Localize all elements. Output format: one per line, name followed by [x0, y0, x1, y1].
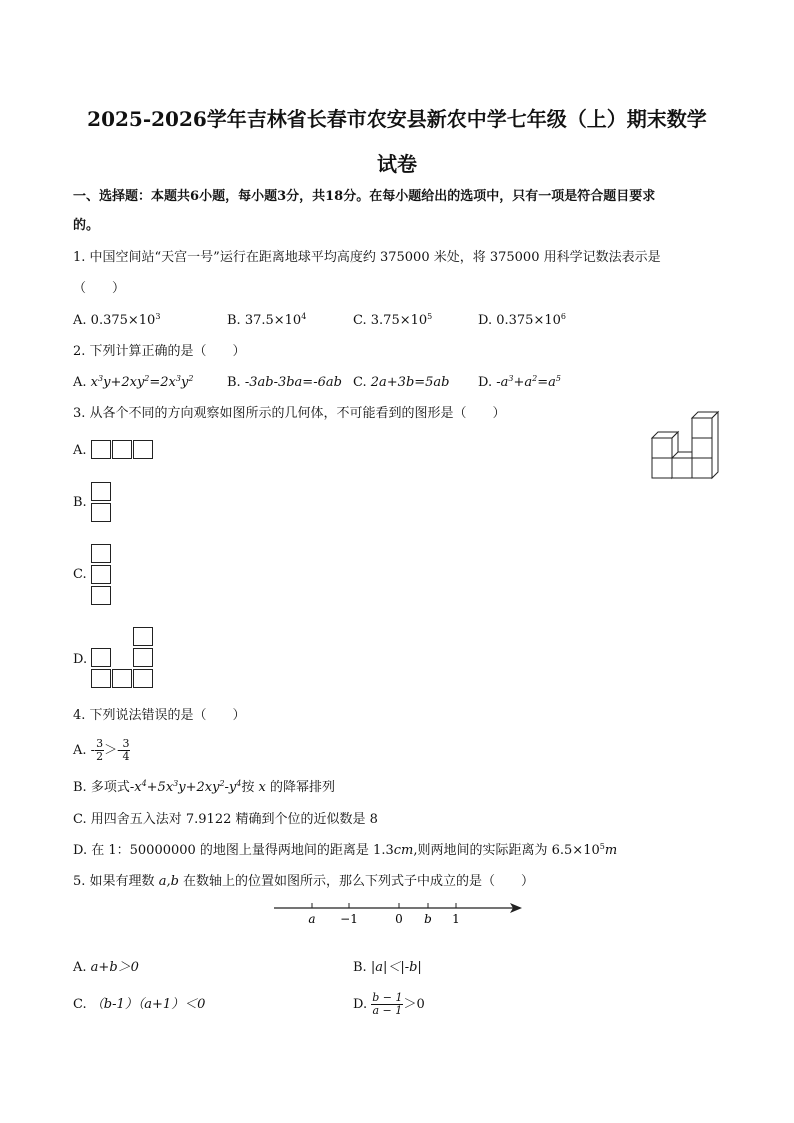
q1-option-a-label: A.	[73, 313, 87, 328]
axis-label-minus-one: −1	[340, 912, 358, 926]
q4-option-d-mid: ,则两地间的实际距离为 6.5×10	[413, 843, 600, 858]
frac-numerator: 3	[96, 737, 104, 750]
q5-option-c-expr: （b-1）（a+1）＜0	[90, 997, 206, 1012]
q4-option-a-frac2	[121, 738, 130, 763]
q5-option-a-expr: a+b＞0	[90, 960, 139, 975]
q5-option-d-rel: ＞0	[403, 997, 425, 1012]
q3-stem: 3. 从各个不同的方向观察如图所示的几何体，不可能看到的图形是（ ）	[73, 406, 506, 421]
q4-option-b-pre: B. 多项式	[73, 780, 130, 795]
frac-denominator: 4	[122, 750, 130, 763]
q4-option-b-post: 按	[241, 780, 255, 795]
q5-stem-pre: 5. 如果有理数	[73, 874, 155, 889]
q2-option-b-expr: -3ab-3ba=-6ab	[244, 375, 342, 390]
q5-option-c-label: C.	[73, 997, 87, 1012]
frac-denominator: a − 1	[372, 1004, 403, 1017]
q3-option-b-label: B.	[73, 495, 87, 510]
q3-option-d-label: D.	[73, 652, 88, 667]
q5-stem-vars: a,b	[158, 874, 179, 889]
q1-option-b-exp: 4	[301, 312, 307, 321]
q5-option-b-label: B.	[353, 960, 367, 975]
q2-option-b-label: B.	[227, 375, 241, 390]
square-cell	[133, 440, 153, 459]
q4-option-d	[73, 843, 617, 859]
frac-denominator: 2	[96, 750, 104, 763]
q1-stem: 1. 中国空间站“天宫一号”运行在距离地球平均高度约 375000 米处，将 375000 用科学记数法表示是	[73, 250, 661, 265]
q1-option-d-exp: 6	[560, 312, 566, 321]
q5-option-d-label: D.	[353, 997, 368, 1012]
q4-option-b	[73, 780, 335, 796]
q5-stem-post: 在数轴上的位置如图所示，那么下列式子中成立的是（ ）	[183, 874, 535, 889]
q2-option-c-expr: 2a+3b=5ab	[370, 375, 450, 390]
square-cell	[112, 669, 132, 688]
square-cell	[91, 669, 111, 688]
axis-label-one: 1	[452, 912, 460, 926]
q1-option-c-exp: 5	[427, 312, 433, 321]
square-cell	[133, 669, 153, 688]
q2-option-a-expr: $x^3y+2xy^2=2x^3y^2$	[90, 374, 194, 390]
square-cell	[133, 648, 153, 667]
section-header-line2: 的。	[73, 218, 100, 233]
section-header-mid1: 小题，每小题	[199, 189, 278, 204]
axis-label-a: a	[308, 912, 316, 926]
q4-option-d-exp: 5	[599, 842, 605, 851]
q5-number-line	[270, 896, 526, 930]
square-cell	[91, 544, 111, 563]
section-question-score: 3	[277, 189, 287, 204]
q5-option-a	[73, 960, 139, 976]
q4-option-d-unit2: m	[604, 843, 618, 858]
q4-option-c: C. 用四舍五入法对 7.9122 精确到个位的近似数是 8	[73, 812, 378, 827]
frac-numerator: 3	[122, 737, 130, 750]
page-title-line2: 试卷	[377, 152, 417, 176]
q5-option-d	[353, 986, 425, 1024]
q5-option-b	[353, 960, 422, 976]
q2-option-d	[478, 375, 561, 391]
section-header-mid2: 分，共	[286, 189, 326, 204]
q1-option-d-base: 0.375×10	[496, 313, 561, 328]
frac-numerator: b − 1	[372, 991, 403, 1004]
q1-option-b	[227, 313, 306, 329]
q5-stem	[73, 874, 534, 890]
q4-option-d-unit1: cm	[393, 843, 414, 858]
axis-label-zero: 0	[395, 912, 403, 926]
q4-option-a: A. - $\frac{3}{2}$ ＞- $\frac{3}{4}$	[73, 737, 130, 763]
q3-option-a-label: A.	[73, 443, 87, 458]
q5-option-b-expr: |a|＜|-b|	[370, 960, 422, 975]
q4-option-a-label: A.	[73, 743, 87, 758]
q1-paren: （ ）	[73, 281, 126, 296]
page-title: 2025-2026学年吉林省长春市农安县新农中学七年级（上）期末数学	[87, 107, 707, 131]
q5-option-d-frac	[371, 992, 403, 1017]
section-total-score: 18	[325, 189, 344, 204]
section-question-count: 6	[190, 189, 200, 204]
square-cell	[91, 565, 111, 584]
q2-option-a	[73, 375, 193, 391]
axis-label-b: b	[424, 912, 432, 926]
q1-option-c	[353, 313, 432, 329]
q3-option-c-label: C.	[73, 567, 87, 582]
q5-option-a-label: A.	[73, 960, 87, 975]
q1-option-d	[478, 313, 566, 329]
q2-option-a-label: A.	[73, 375, 87, 390]
q2-stem: 2. 下列计算正确的是（ ）	[73, 344, 246, 359]
q1-option-a-exp: 3	[155, 312, 161, 321]
square-cell	[112, 440, 132, 459]
q4-option-b-end: 的降幂排列	[270, 780, 336, 795]
square-cell	[91, 648, 111, 667]
section-header-pre: 一、选择题：本题共	[73, 189, 191, 204]
q4-option-b-poly: $-x^4+5x^3y+2xy^2-y^4$	[129, 779, 242, 795]
q2-option-d-expr: $-a^3+a^2=a^5$	[496, 374, 561, 390]
section-header	[73, 189, 655, 205]
q5-option-c	[73, 997, 205, 1013]
q4-option-a-frac1	[95, 738, 104, 763]
square-cell	[91, 440, 111, 459]
q4-option-b-var: x	[258, 780, 266, 795]
q2-option-b	[227, 375, 342, 391]
square-cell	[91, 586, 111, 605]
square-cell	[133, 627, 153, 646]
square-cell	[91, 482, 111, 501]
q1-option-c-label: C.	[353, 313, 367, 328]
section-header-post: 分。在每小题给出的选项中，只有一项是符合题目要求	[343, 189, 656, 204]
q2-option-c-label: C.	[353, 375, 367, 390]
q3-solid-figure	[648, 405, 724, 481]
q2-option-c	[353, 375, 450, 391]
q2-option-d-label: D.	[478, 375, 493, 390]
q1-option-b-label: B.	[227, 313, 241, 328]
q1-option-b-base: 37.5×10	[244, 313, 302, 328]
square-cell	[91, 503, 111, 522]
q1-option-d-label: D.	[478, 313, 493, 328]
q4-stem: 4. 下列说法错误的是（ ）	[73, 708, 246, 723]
q1-option-a	[73, 313, 160, 329]
q4-option-d-pre: D. 在 1：50000000 的地图上量得两地间的距离是 1.3	[73, 843, 394, 858]
q1-option-c-base: 3.75×10	[370, 313, 428, 328]
q1-option-a-base: 0.375×10	[90, 313, 156, 328]
